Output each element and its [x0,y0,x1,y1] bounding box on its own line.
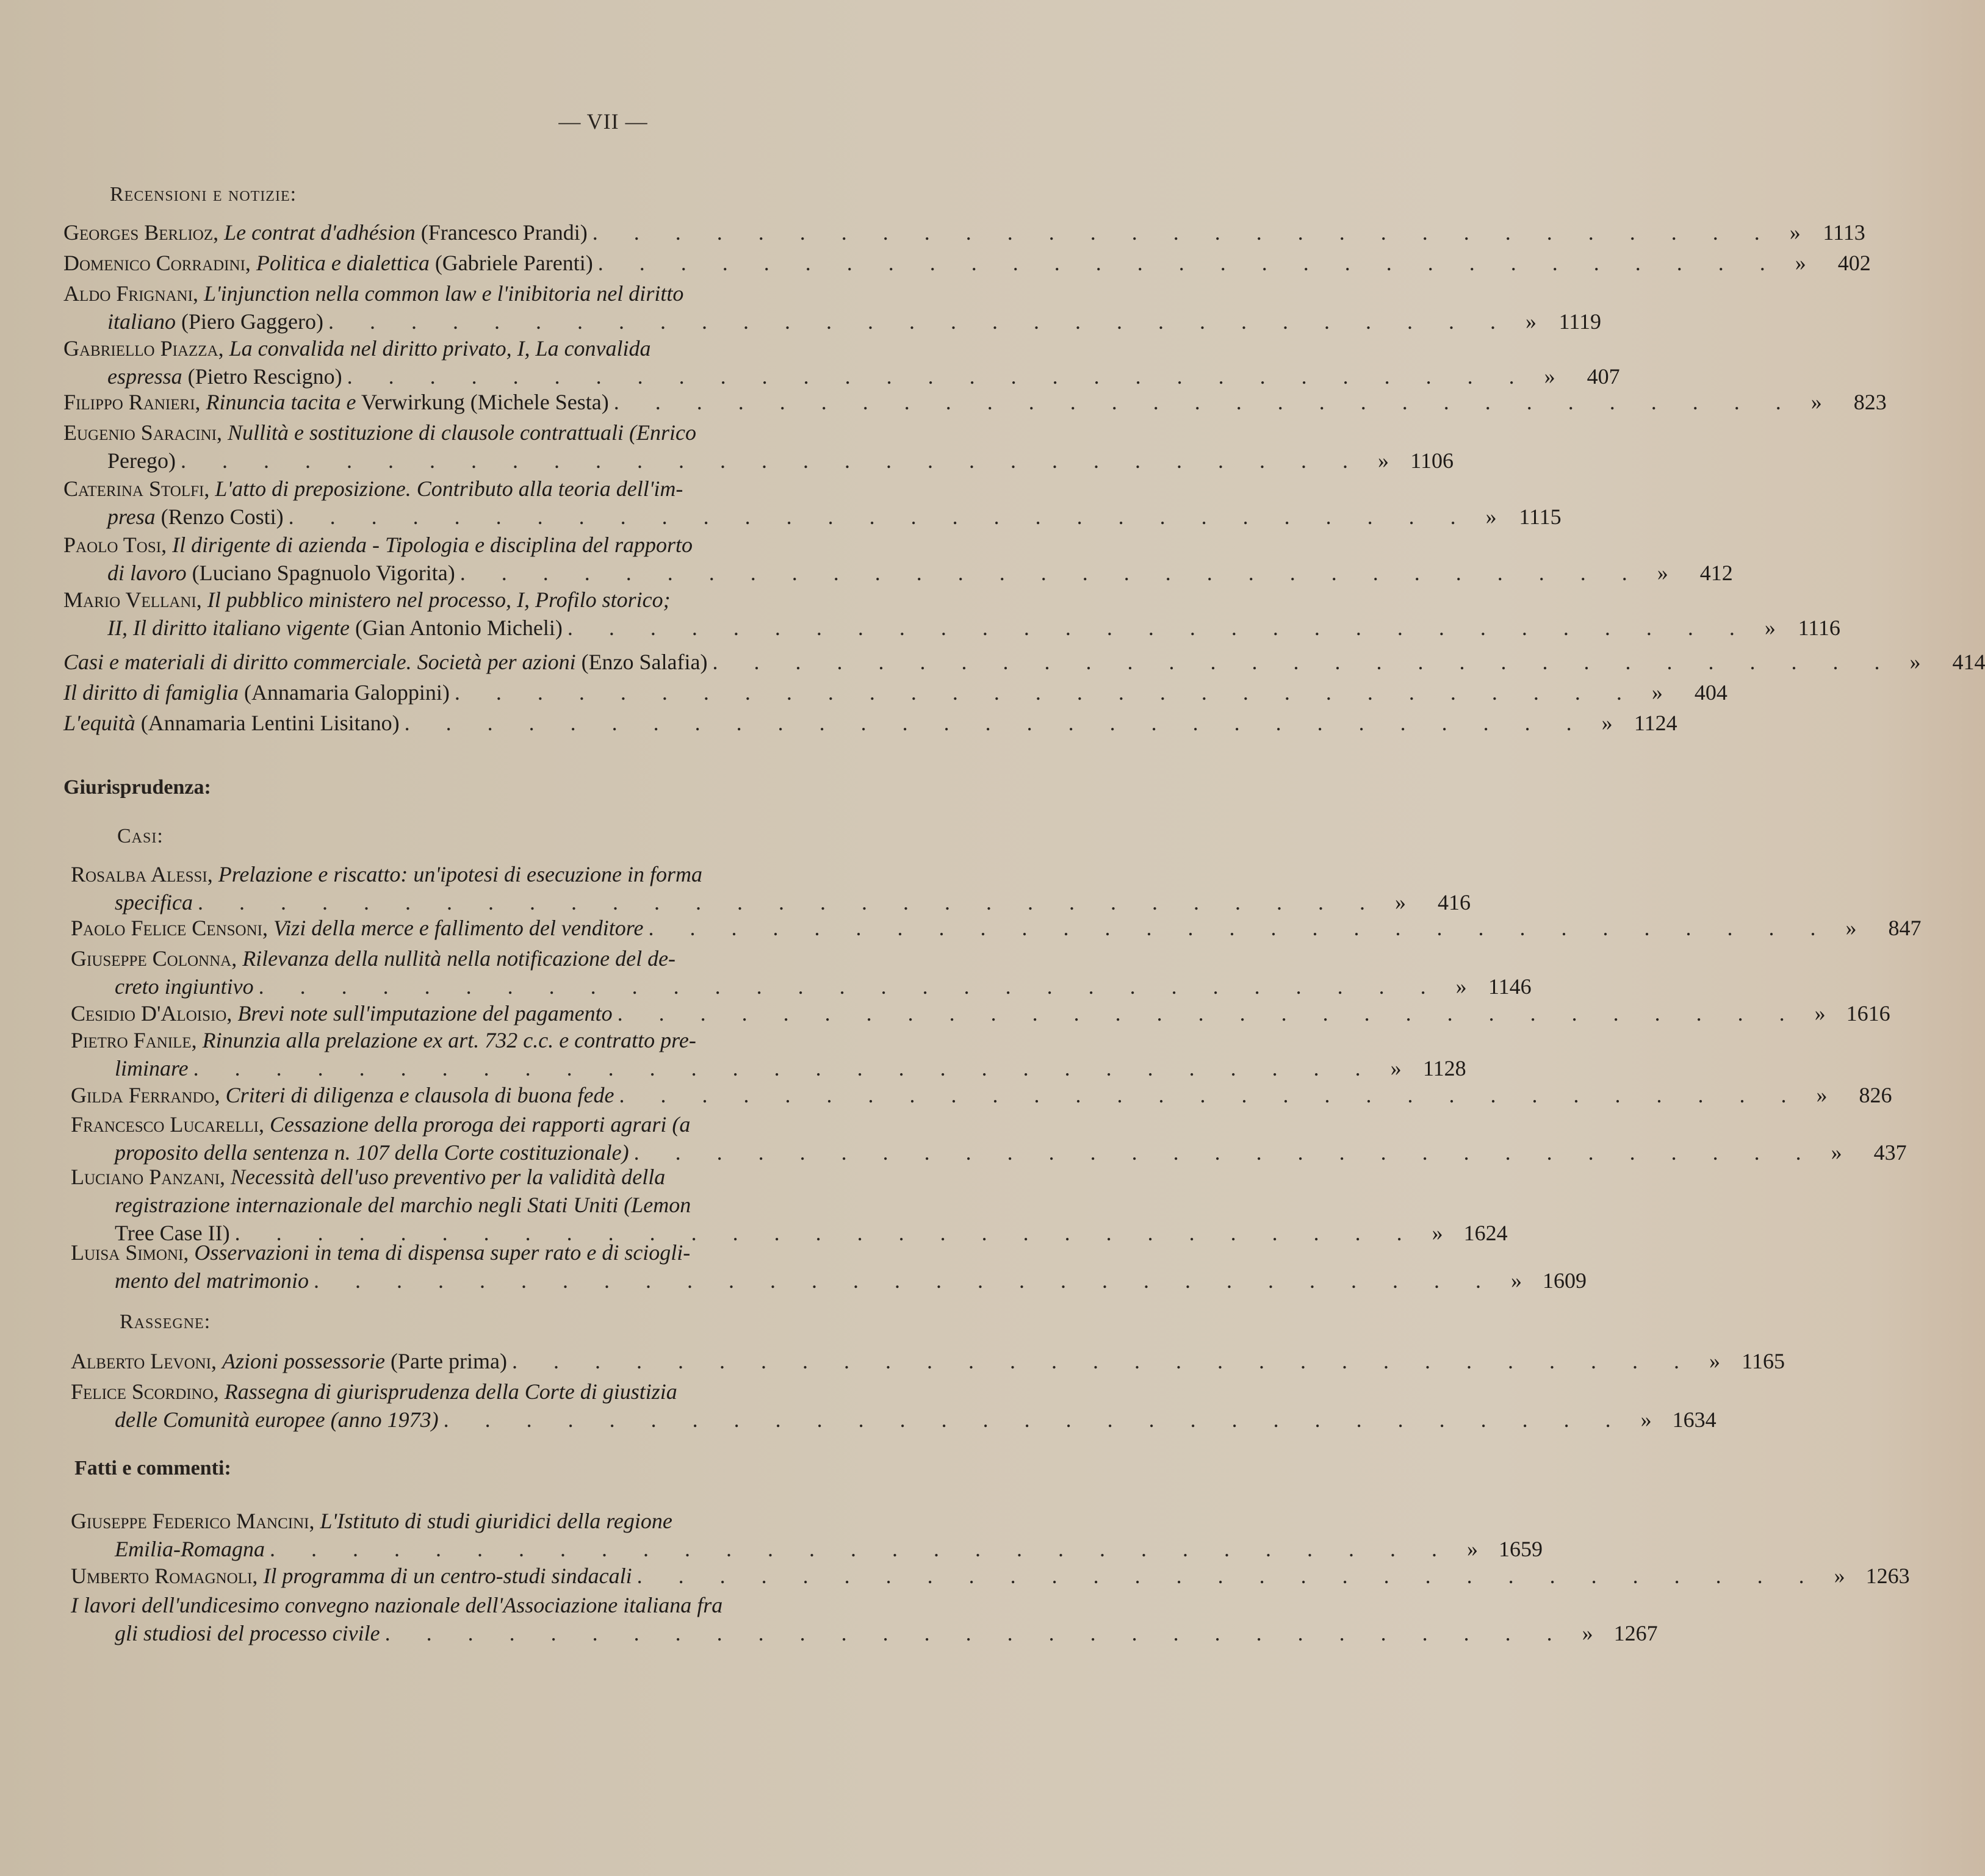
entry-title-line: Cesidio D'Aloisio, Brevi note sull'imputazione del pagamento [71,1001,613,1026]
leader-dots: . . . . . . . . . . . . . . . . . . . . . . . . . . . . . [592,220,1775,245]
toc-entry[interactable] [71,1562,1910,1590]
page-number-ref[interactable]: 407 [1587,364,1620,389]
entry-title-line: Felice Scordino, Rassegna di giurisprudenza della Corte di giustizia [71,1379,677,1404]
page-number-ref[interactable]: 412 [1699,561,1733,585]
entry-title-continued: specifica [115,890,193,915]
entry-line-1 [63,586,991,614]
page-ref-mark: » [1651,680,1663,705]
toc-entry[interactable] [71,1378,1717,1434]
entry-author: Georges Berlioz [63,220,214,245]
entry-line-1 [71,1163,998,1191]
entry-title-continued: espressa [107,364,182,389]
entry-title: registrazione internazionale del marchio negli Stati Uniti (Lemon [115,1193,691,1217]
leader-dots: . . . . . . . . . . . . . . . . . . . . . . . . . . . . . [234,1221,1418,1245]
entry-author: Caterina Stolfi [63,476,204,501]
entry-title-continued: Emilia-Romagna [115,1537,265,1561]
entry-title-continued: II, Il diritto italiano vigente [107,616,350,640]
entry-title: Le contrat d'adhésion [224,220,416,245]
leader-dots: . . . . . . . . . . . . . . . . . . . . . . . . . . . . . [619,1083,1802,1107]
entry-continuation [115,1406,439,1434]
entry-title-line: Eugenio Saracini, Nullità e sostituzione di clausole contrattuali (Enrico [63,420,696,445]
toc-entry[interactable] [63,475,1562,531]
entry-title: Rinunzia alla prelazione ex art. 732 c.c. e contratto pre- [202,1028,696,1052]
entry-title: Casi e materiali di diritto commerciale. Società per azioni [63,650,576,674]
entry-reviewer: Tree Case II) [115,1221,230,1245]
entry-line-1 [63,648,1985,676]
entry-line-1 [63,709,1677,737]
toc-entry[interactable] [63,648,1985,676]
entry-title-continued: proposito della sentenza n. 107 della Corte costituzionale) [115,1140,629,1165]
entry-title-line: Luciano Panzani, Necessità dell'uso preventivo per la validità della [71,1165,666,1189]
toc-entry[interactable] [71,1238,1587,1295]
entry-line-2 [71,1535,1543,1563]
entry-title-line: Paolo Tosi, Il dirigente di azienda - Tipologia e disciplina del rapporto [63,533,693,557]
entry-line-2 [71,888,1471,916]
entry-title-line: Paolo Felice Censoni, Vizi della merce e fallimento del venditore [71,916,644,940]
leader-dots: . . . . . . . . . . . . . . . . . . . . . . . . . . . . . [328,309,1511,334]
page-number-ref[interactable]: 826 [1859,1083,1892,1107]
leader-dots: . . . . . . . . . . . . . . . . . . . . . . . . . . . . . [617,1001,1800,1026]
entry-title-line [63,709,400,737]
entry-line-1 [71,1507,998,1535]
entry-reviewer: (Renzo Costi) [155,505,284,529]
entry-line-2 [63,362,1620,390]
entry-reviewer: (Annamaria Galoppini) [239,680,450,705]
page-ref-mark: » [1455,974,1467,999]
entry-line-1 [63,531,991,559]
entry-line-2 [63,307,1601,336]
entry-title-line: Gilda Ferrando, Criteri di diligenza e clausola di buona fede [71,1083,614,1107]
page-ref-mark: » [1510,1268,1522,1293]
page-ref-mark: » [1390,1056,1402,1080]
leader-dots: . . . . . . . . . . . . . . . . . . . . . . . . . . . . . [404,711,1587,735]
page-number-ref[interactable]: 1119 [1558,309,1601,334]
entry-line-1 [71,1347,1785,1375]
entry-title: Necessità dell'uso preventivo per la validità della [231,1165,666,1189]
entry-reviewer: (Parte prima) [385,1349,507,1373]
entry-title: Rassegna di giurisprudenza della Corte di giustizia [224,1379,677,1404]
leader-dots: . . . . . . . . . . . . . . . . . . . . . . . . . . . . . [511,1349,1695,1373]
entry-continuation [115,972,254,1001]
entry-line-1 [71,1591,998,1619]
page-number-ref[interactable]: 1267 [1613,1621,1658,1645]
entry-reviewer: (Gabriele Parenti) [429,251,593,275]
entry-author: Luisa Simoni [71,1240,184,1265]
entry-author: Giuseppe Colonna [71,946,232,971]
entry-line-2 [71,1054,1466,1082]
leader-dots: . . . . . . . . . . . . . . . . . . . . . . . . . . . . . [712,650,1895,674]
page-ref-mark: » [1544,364,1555,389]
page-ref-mark: » [1709,1349,1720,1373]
toc-entry[interactable] [71,1026,1466,1082]
entry-title-line: Domenico Corradini, Politica e dialettica (Gabriele Parenti) [63,251,593,275]
toc-entry[interactable] [71,1347,1785,1375]
entry-title-line: Caterina Stolfi, L'atto di preposizione. Contributo alla teoria dell'im- [63,476,683,501]
entry-line-1 [63,419,991,447]
toc-entry[interactable] [71,1081,1892,1109]
entry-continuation [115,888,193,916]
entry-title-line: Giuseppe Federico Mancini, L'Istituto di studi giuridici della regione [71,1509,672,1533]
page-number-ref[interactable]: 404 [1694,680,1727,705]
toc-entry[interactable] [63,218,1865,246]
page-ref-mark: » [1640,1407,1652,1432]
entry-line-2 [71,1406,1717,1434]
toc-entry[interactable] [71,1110,1907,1166]
entry-author: Alberto Levoni [71,1349,212,1373]
leader-dots: . . . . . . . . . . . . . . . . . . . . . . . . . . . . . [193,1056,1376,1080]
entry-title-line: Umberto Romagnoli, Il programma di un centro-studi sindacali [71,1564,632,1588]
leader-dots: . . . . . . . . . . . . . . . . . . . . . . . . . . . . . [197,890,1380,915]
page-ref-mark: » [1831,1140,1842,1165]
toc-entry[interactable] [71,944,1532,1001]
page-ref-mark: » [1814,1001,1826,1026]
page-number-ref[interactable]: 1263 [1865,1564,1910,1588]
entry-title-line: Giuseppe Colonna, Rilevanza della nullità nella notificazione del de- [71,946,676,971]
page-number-ref[interactable]: 1659 [1498,1537,1543,1561]
toc-entry[interactable] [71,1163,1508,1247]
entry-line-2 [63,614,1840,642]
entry-author: Eugenio Saracini [63,420,217,445]
page-ref-mark: » [1909,650,1921,674]
page-ref-mark: » [1525,309,1536,334]
page-ref-mark: » [1795,251,1806,275]
entry-continuation [115,1619,380,1647]
entry-reviewer: (Francesco Prandi) [415,220,588,245]
leader-dots: . . . . . . . . . . . . . . . . . . . . . . . . . . . . . [384,1621,1568,1645]
leader-dots: . . . . . . . . . . . . . . . . . . . . . . . . . . . . . [443,1407,1626,1432]
entry-line-1 [71,860,998,888]
entry-title: Il pubblico ministero nel processo, I, Profilo storico; [207,588,671,612]
entry-title: Il diritto di famiglia [63,680,239,705]
entry-title: Nullità e sostituzione di clausole contrattuali (Enrico [228,420,696,445]
entry-title-continued: liminare [115,1056,189,1080]
entry-reviewer: (Luciano Spagnuolo Vigorita) [186,561,455,585]
page-number-ref[interactable]: 1165 [1742,1349,1785,1373]
entry-author: Gabriello Piazza [63,336,218,361]
leader-dots: . . . . . . . . . . . . . . . . . . . . . . . . . . . . . [288,505,1471,529]
page-number-ref[interactable]: 1624 [1463,1221,1508,1245]
entry-title: Il dirigente di azienda - Tipologia e disciplina del rapporto [172,533,693,557]
entry-line-2 [71,972,1532,1001]
leader-dots: . . . . . . . . . . . . . . . . . . . . . . . . . . . . . [567,616,1750,640]
entry-title: L'injunction nella common law e l'inibitoria nel diritto [203,281,684,306]
section-heading: Rassegne: [120,1310,211,1333]
leader-dots: . . . . . . . . . . . . . . . . . . . . . . . . . . . . . [454,680,1637,705]
entry-title-line [63,678,450,706]
entry-line-1 [71,944,998,972]
page-ref-mark: » [1485,505,1497,529]
entry-author: Paolo Tosi [63,533,162,557]
entry-line-2 [71,1267,1587,1295]
entry-continuation [107,503,284,531]
entry-title-line: Francesco Lucarelli, Cessazione della proroga dei rapporti agrari (a [71,1112,691,1137]
entry-line-1b [71,1191,998,1219]
entry-title: La convalida nel diritto privato, I, La convalida [229,336,651,361]
entry-continuation [107,447,176,475]
entry-line-1 [71,1562,1910,1590]
entry-author: Mario Vellani [63,588,196,612]
entry-title: Politica e dialettica [256,251,430,275]
toc-entry[interactable] [63,586,1840,642]
toc-entry[interactable] [63,249,1871,277]
page-ref-mark: » [1601,711,1613,735]
leader-dots: . . . . . . . . . . . . . . . . . . . . . . . . . . . . . [633,1140,1817,1165]
entry-reviewer: (Annamaria Lentini Lisitano) [135,711,400,735]
entry-title: Prelazione e riscatto: un'ipotesi di esecuzione in forma [218,862,702,886]
entry-author: Felice Scordino [71,1379,214,1404]
section-heading: Giurisprudenza: [63,776,211,799]
entry-continuation [115,1535,265,1563]
entry-reviewer: (Gian Antonio Micheli) [349,616,563,640]
page-ref-mark: » [1582,1621,1593,1645]
entry-author: Domenico Corradini [63,251,245,275]
leader-dots: . . . . . . . . . . . . . . . . . . . . . . . . . . . . . [347,364,1530,389]
entry-line-2 [71,1619,1658,1647]
entry-author: Filippo Ranieri [63,390,195,414]
page-number-ref[interactable]: 414 [1952,650,1985,674]
entry-title: L'atto di preposizione. Contributo alla teoria dell'im- [215,476,683,501]
entry-line-1 [71,1026,998,1054]
entry-continuation [115,1054,189,1082]
entry-author: Paolo Felice Censoni [71,916,262,940]
toc-entry[interactable] [63,388,1887,416]
entry-title-continued: gli studiosi del processo civile [115,1621,380,1645]
leader-dots: . . . . . . . . . . . . . . . . . . . . . . . . . . . . . [269,1537,1452,1561]
entry-title: Brevi note sull'imputazione del pagamento [237,1001,613,1026]
entry-author: Cesidio D'Aloisio [71,1001,227,1026]
entry-reviewer: Perego) [107,448,176,473]
entry-title-line: Alberto Levoni, Azioni possessorie (Parte prima) [71,1349,507,1373]
entry-line-2 [63,559,1733,587]
entry-line-1 [63,475,991,503]
entry-title: Osservazioni in tema di dispensa super rato e di sciogli- [194,1240,691,1265]
entry-line-1 [63,279,991,307]
entry-title: Il programma di un centro-studi sindacali [263,1564,632,1588]
entry-author: Rosalba Alessi [71,862,207,886]
page-number-ref[interactable]: 1609 [1542,1268,1587,1293]
toc-entry[interactable] [63,709,1677,737]
entry-author: Gilda Ferrando [71,1083,215,1107]
entry-line-1 [63,218,1865,246]
entry-author: Luciano Panzani [71,1165,220,1189]
leader-dots: . . . . . . . . . . . . . . . . . . . . . . . . . . . . . [613,390,1796,414]
page-ref-mark: » [1394,890,1406,915]
entry-line-1 [63,249,1871,277]
page-number-ref[interactable]: 1124 [1634,711,1677,735]
page-ref-mark: » [1810,390,1822,414]
entry-line-1 [71,914,1922,942]
entry-line-1 [63,388,1887,416]
entry-line-1 [71,1378,998,1406]
leader-dots: . . . . . . . . . . . . . . . . . . . . . . . . . . . . . [313,1268,1496,1293]
entry-title: Rinuncia tacita e [206,390,356,414]
toc-entry[interactable] [63,678,1727,706]
leader-dots: . . . . . . . . . . . . . . . . . . . . . . . . . . . . . [258,974,1441,999]
entry-title-line: Rosalba Alessi, Prelazione e riscatto: un'ipotesi di esecuzione in forma [71,862,702,886]
page-ref-mark: » [1816,1083,1828,1107]
entry-title: Rilevanza della nullità nella notificazione del de- [242,946,676,971]
leader-dots: . . . . . . . . . . . . . . . . . . . . . . . . . . . . . [636,1564,1820,1588]
leader-dots: . . . . . . . . . . . . . . . . . . . . . . . . . . . . . [648,916,1831,940]
page-ref-mark: » [1764,616,1776,640]
section-heading: Recensioni e notizie: [110,183,297,206]
page-number-ref[interactable]: 1616 [1846,1001,1890,1026]
toc-entry[interactable] [63,334,1620,390]
leader-dots: . . . . . . . . . . . . . . . . . . . . . . . . . . . . . [180,448,1363,473]
entry-title-line [71,1591,722,1619]
entry-title: Cessazione della proroga dei rapporti agrari (a [269,1112,691,1137]
entry-continuation [107,307,323,336]
toc-entry[interactable] [71,1507,1543,1563]
entry-title-continued: mento del matrimonio [115,1268,309,1293]
entry-author: Pietro Fanile [71,1028,192,1052]
entry-title: Vizi della merce e fallimento del venditore [273,916,644,940]
page-number-ref[interactable]: 1634 [1672,1407,1717,1432]
page-number-ref[interactable]: 1116 [1798,616,1840,640]
entry-author: Aldo Frignani [63,281,193,306]
entry-title-line: Gabriello Piazza, La convalida nel diritto privato, I, La convalida [63,336,651,361]
page-number-ref[interactable]: 1128 [1422,1056,1466,1080]
entry-reviewer: Verwirkung (Michele Sesta) [356,390,609,414]
entry-title-continued: delle Comunità europee (anno 1973) [115,1407,439,1432]
entry-title: Azioni possessorie [222,1349,386,1373]
entry-line-1 [71,1110,998,1138]
entry-title-continued: italiano [107,309,176,334]
leader-dots: . . . . . . . . . . . . . . . . . . . . . . . . . . . . . [597,251,1781,275]
entry-line-2 [63,503,1562,531]
entry-line-1 [71,1238,998,1267]
entry-title-line: Filippo Ranieri, Rinuncia tacita e Verwirkung (Michele Sesta) [63,390,609,414]
entry-line-1 [71,999,1890,1027]
toc-entry[interactable] [71,860,1471,916]
page-number: — VII — [558,109,648,134]
page-ref-mark: » [1657,561,1668,585]
toc-entry[interactable] [63,419,1454,475]
page-number-ref[interactable]: 437 [1873,1140,1907,1165]
entry-title-line: Luisa Simoni, Osservazioni in tema di dispensa super rato e di sciogli- [71,1240,691,1265]
entry-author: Giuseppe Federico Mancini [71,1509,309,1533]
page-number-ref[interactable]: 847 [1888,916,1922,940]
entry-title-continued: di lavoro [107,561,187,585]
page-ref-mark: » [1789,220,1801,245]
entry-continuation [107,614,563,642]
entry-continuation [115,1267,309,1295]
page-ref-mark: » [1377,448,1389,473]
page-number-ref[interactable]: 1113 [1823,220,1865,245]
page-number-ref[interactable]: 823 [1853,390,1887,414]
entry-title-line: Pietro Fanile, Rinunzia alla prelazione ex art. 732 c.c. e contratto pre- [71,1028,696,1052]
entry-title: I lavori dell'undicesimo convegno nazionale dell'Associazione italiana fra [71,1593,723,1617]
leader-dots: . . . . . . . . . . . . . . . . . . . . . . . . . . . . . [459,561,1643,585]
page-ref-mark: » [1845,916,1857,940]
entry-reviewer: (Enzo Salafia) [575,650,708,674]
entry-title: Criteri di diligenza e clausola di buona fede [225,1083,614,1107]
entry-reviewer: (Piero Gaggero) [176,309,323,334]
page-ref-mark: » [1466,1537,1478,1561]
entry-line-1 [63,334,991,362]
toc-entry[interactable] [71,999,1890,1027]
toc-entry[interactable] [63,531,1733,587]
toc-entry[interactable] [71,914,1922,942]
toc-entry[interactable] [63,279,1601,336]
page-number-ref[interactable]: 1115 [1519,505,1562,529]
entry-title: L'Istituto di studi giuridici della regione [320,1509,672,1533]
page-number-ref[interactable]: 402 [1837,251,1871,275]
entry-title: L'equità [63,711,135,735]
entry-continuation [107,362,342,390]
page-ref-mark: » [1834,1564,1845,1588]
entry-author: Francesco Lucarelli [71,1112,259,1137]
page-number-ref[interactable]: 1146 [1488,974,1532,999]
entry-line-1 [71,1081,1892,1109]
entry-title-continued: creto ingiuntivo [115,974,254,999]
section-heading: Fatti e commenti: [74,1457,231,1479]
toc-entry[interactable] [71,1591,1658,1647]
entry-author: Umberto Romagnoli [71,1564,253,1588]
entry-title-continued: presa [107,505,156,529]
section-heading: Casi: [117,825,164,847]
entry-title-line: Georges Berlioz, Le contrat d'adhésion (Francesco Prandi) [63,220,588,245]
entry-title-line [63,648,707,676]
entry-continuation [107,559,455,587]
page-number-ref[interactable]: 416 [1437,890,1471,915]
entry-reviewer: (Pietro Rescigno) [182,364,342,389]
entry-line-2 [63,447,1454,475]
entry-title-line: Mario Vellani, Il pubblico ministero nel processo, I, Profilo storico; [63,588,671,612]
entry-title-line: Aldo Frignani, L'injunction nella common law e l'inibitoria nel diritto [63,281,684,306]
entry-line-1 [63,678,1727,706]
page-ref-mark: » [1432,1221,1443,1245]
page-number-ref[interactable]: 1106 [1410,448,1454,473]
